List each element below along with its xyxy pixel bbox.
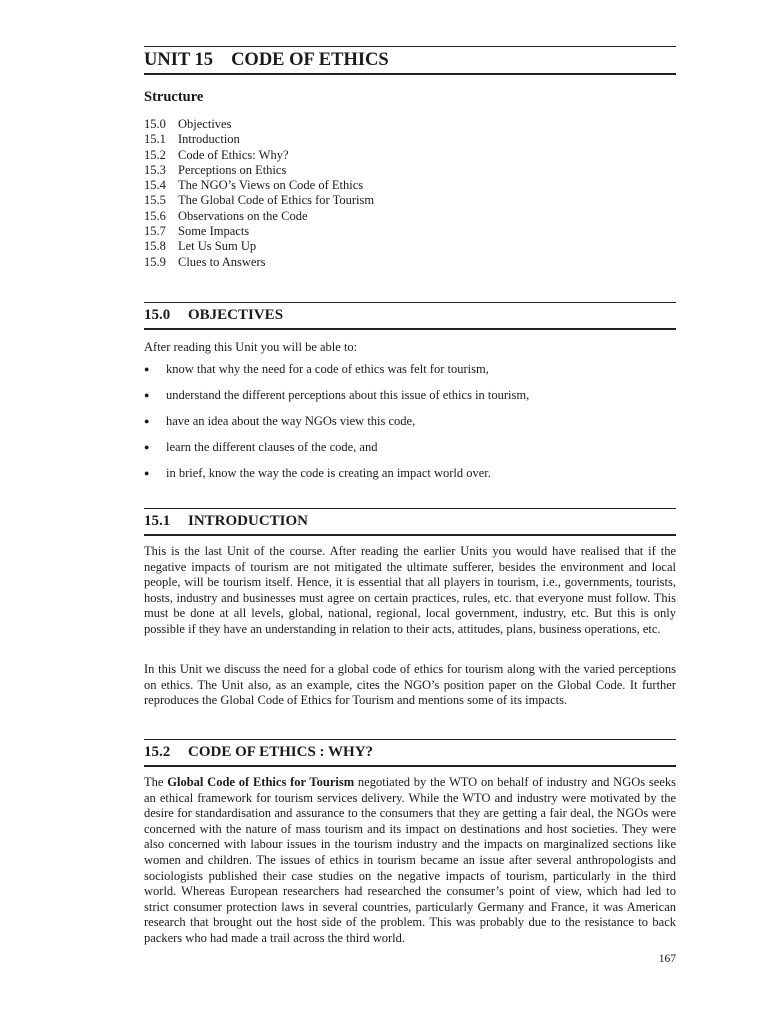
toc-item: 15.3 Perceptions on Ethics (144, 162, 287, 177)
toc-item: 15.7 Some Impacts (144, 224, 250, 239)
page-number: 167 (658, 953, 676, 965)
introduction-paragraph-2: In this Unit we discuss the need for a global code of ethics for tourism along with the varied perceptions on ethics. The Unit also, as an example, cites the NGO’s position paper on the Global Code. It further reproduces the Global Code of Ethics for Tourism and mentions some of its impacts. (144, 662, 676, 708)
bullet-icon: ● (144, 416, 150, 426)
introduction-heading: 15.1 INTRODUCTION (144, 508, 676, 536)
introduction-paragraph-1: This is the last Unit of the course. After reading the earlier Units you would have realised that if the negative impacts of tourism are not mitigated the ultimate sufferer, besides the environment and local people, will be tourism itself. Hence, it is essential that all players in tourism, i.e., governments, tourists, hosts, industry and businesses must agree on certain practices, rules, etc. that everyone must follow. This must be done at all levels, global, national, regional, local government, industry, etc. But this is only possible if they have an understanding in relation to their acts, attitudes, plans, business operations, etc. (144, 544, 676, 636)
toc-item: 15.8 Let Us Sum Up (144, 239, 257, 254)
toc-item: 15.5 The Global Code of Ethics for Tourism (144, 193, 375, 208)
structure-list (144, 117, 374, 270)
global-code-term: Global Code of Ethics for Tourism (167, 775, 355, 789)
toc-item: 15.2 Code of Ethics: Why? (144, 147, 289, 162)
toc-item: 15.1 Introduction (144, 132, 240, 147)
why-paragraph: The Global Code of Ethics for Tourism negotiated by the WTO on behalf of industry and NGOs seeks an ethical framework for tourism services delivery. While the WTO and industry were motivated by the desire for standardisation and assurance to the consumers that they are getting a fair deal, the NGOs were concerned with the nature of mass tourism and its impact on destinations and host societies. They were also concerned with labour issues in the tourism industry and the impacts on marginalized sections like women and children. The issues of ethics in tourism became an issue after several anthropologists and sociologists published their case studies on the negative impacts of tourism, particularly in the third world. Whereas European researchers had researched the consumer’s point of view, which had led to strict consumer protection laws in several countries, particularly Germany and France, it was American research that brought out the host side of the problem. This was probably due to the resistance to back packers who had made a trail across the third world. (144, 775, 677, 945)
toc-item: 15.9 Clues to Answers (144, 254, 266, 269)
bullet-icon: ● (144, 442, 150, 452)
why-heading: 15.2 CODE OF ETHICS : WHY? (144, 739, 676, 767)
objectives-list (144, 362, 676, 492)
bullet-icon: ● (144, 468, 150, 478)
list-item: ● in brief, know the way the code is creating an impact world over. (144, 466, 491, 480)
list-item: ● understand the different perceptions about this issue of ethics in tourism, (144, 388, 530, 402)
bullet-icon: ● (144, 390, 150, 400)
objectives-heading: 15.0 OBJECTIVES (144, 302, 676, 330)
list-item: ● have an idea about the way NGOs view this code, (144, 414, 416, 428)
unit-number: UNIT 15 (144, 50, 214, 70)
structure-heading: Structure (144, 89, 204, 105)
unit-title (144, 46, 676, 75)
toc-item: 15.4 The NGO’s Views on Code of Ethics (144, 178, 364, 193)
toc-item: 15.6 Observations on the Code (144, 208, 308, 223)
unit-name: CODE OF ETHICS (231, 50, 389, 70)
list-item: ● know that why the need for a code of ethics was felt for tourism, (144, 362, 489, 376)
toc-item: 15.0 Objectives (144, 117, 232, 131)
objectives-intro: After reading this Unit you will be able to: (144, 340, 358, 354)
list-item: ● learn the different clauses of the code, and (144, 440, 378, 454)
bullet-icon: ● (144, 364, 150, 374)
